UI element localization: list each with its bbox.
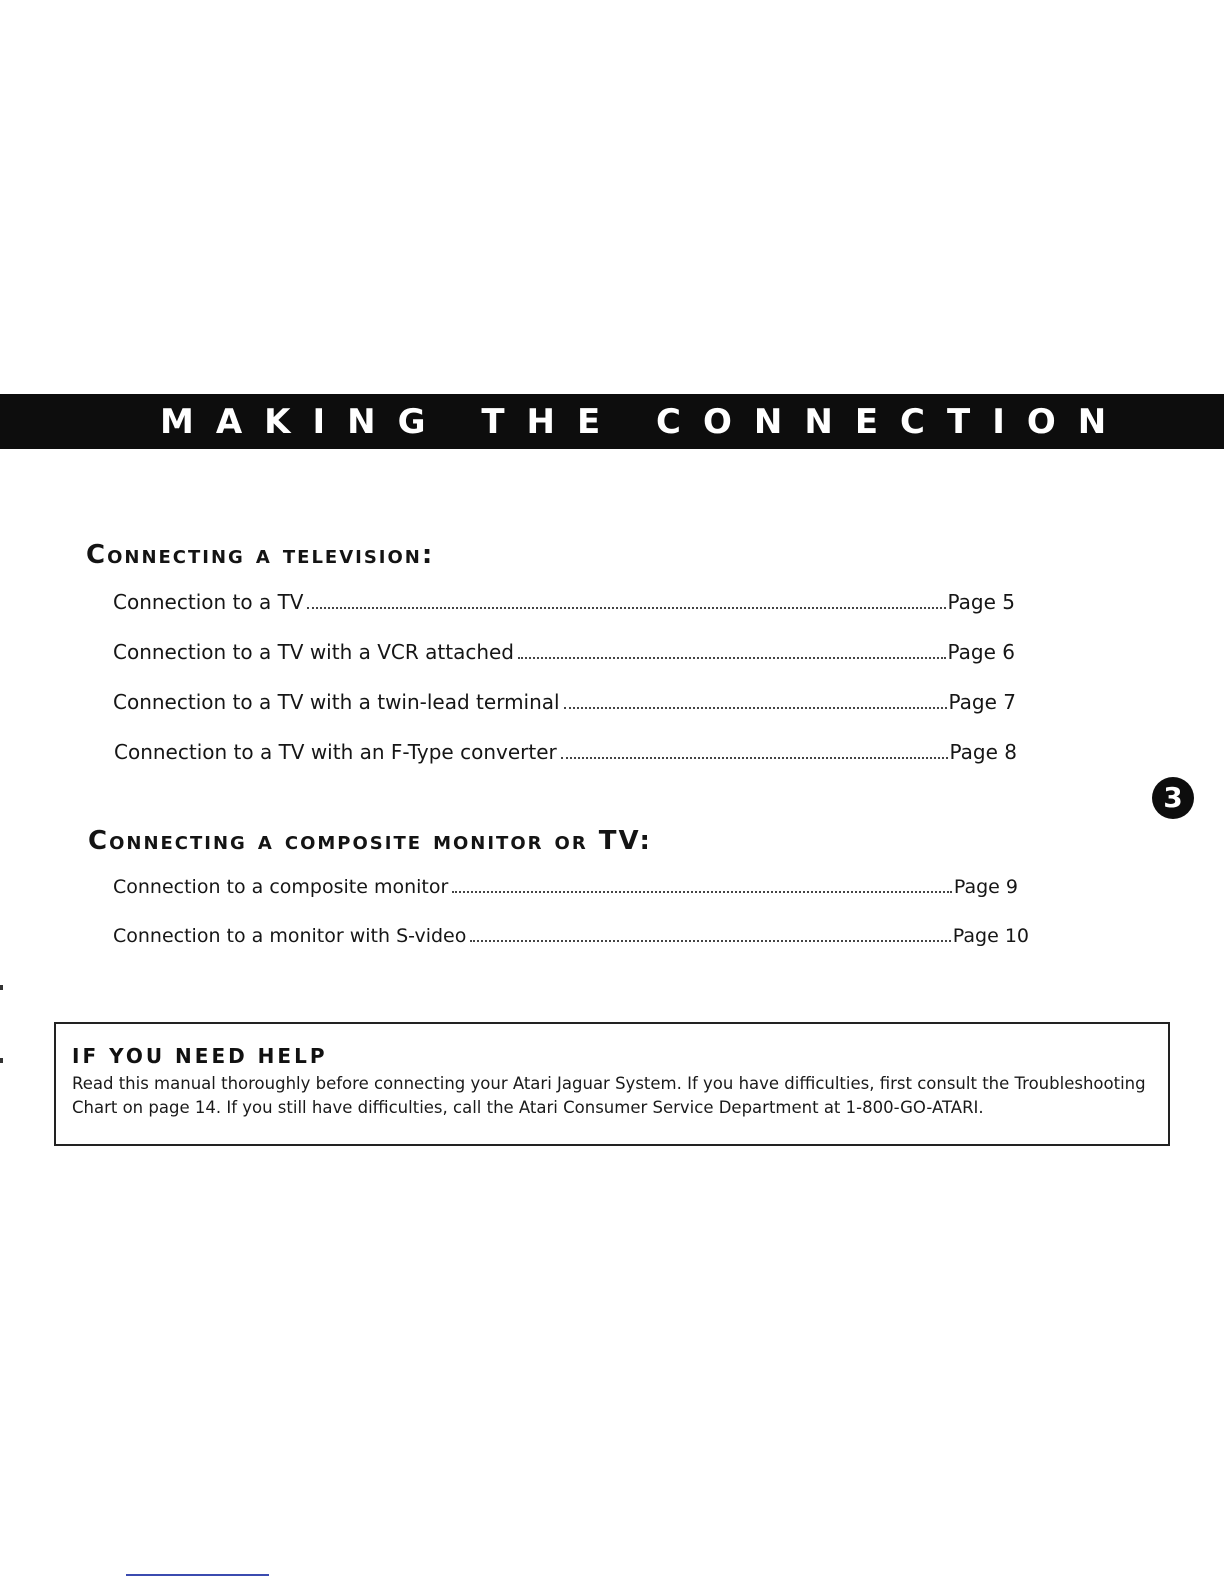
page-title: MAKING THE CONNECTION xyxy=(160,402,1129,442)
toc-item-page: Page 9 xyxy=(953,876,1018,898)
dot-leader xyxy=(452,890,952,893)
dot-leader xyxy=(470,939,950,942)
toc-item-label: Connection to a TV with a VCR attached xyxy=(113,640,514,664)
toc-item-tv-twin-lead xyxy=(113,690,1016,714)
dot-leader xyxy=(564,706,947,709)
toc-item-label: Connection to a TV xyxy=(113,590,304,614)
toc-item-page: Page 10 xyxy=(952,925,1029,947)
help-title: IF YOU NEED HELP xyxy=(72,1044,328,1068)
section-heading-television: Connecting a television: xyxy=(86,540,435,570)
toc-item-composite-monitor xyxy=(113,876,1018,898)
dot-leader xyxy=(561,756,948,759)
toc-item-tv-f-type xyxy=(114,740,1017,764)
toc-item-page: Page 8 xyxy=(949,740,1017,764)
toc-item-page: Page 5 xyxy=(947,590,1015,614)
margin-mark xyxy=(0,985,3,990)
help-box xyxy=(54,1022,1170,1146)
toc-item-tv-vcr xyxy=(113,640,1015,664)
toc-item-page: Page 7 xyxy=(948,690,1016,714)
dot-leader xyxy=(307,606,945,609)
toc-item-label: Connection to a TV with an F-Type converter xyxy=(114,740,557,764)
dot-leader xyxy=(518,656,946,659)
toc-item-label: Connection to a TV with a twin-lead terminal xyxy=(113,690,560,714)
help-body: Read this manual thoroughly before connecting your Atari Jaguar System. If you have difficulties, first consult the Troubleshooting Chart on page 14. If you still have difficulties, call the Atari Consumer Service Department at 1-800-GO-ATARI. xyxy=(72,1074,1146,1117)
toc-item-page: Page 6 xyxy=(947,640,1015,664)
toc-item-label: Connection to a composite monitor xyxy=(113,876,449,898)
section-heading-composite: Connecting a composite monitor or TV: xyxy=(88,826,652,856)
margin-mark xyxy=(0,1058,3,1063)
footer-rule xyxy=(126,1574,269,1576)
page-number-badge: 3 xyxy=(1152,777,1194,819)
toc-item-s-video xyxy=(113,925,1029,947)
toc-item-tv xyxy=(113,590,1015,614)
toc-item-label: Connection to a monitor with S-video xyxy=(113,925,467,947)
